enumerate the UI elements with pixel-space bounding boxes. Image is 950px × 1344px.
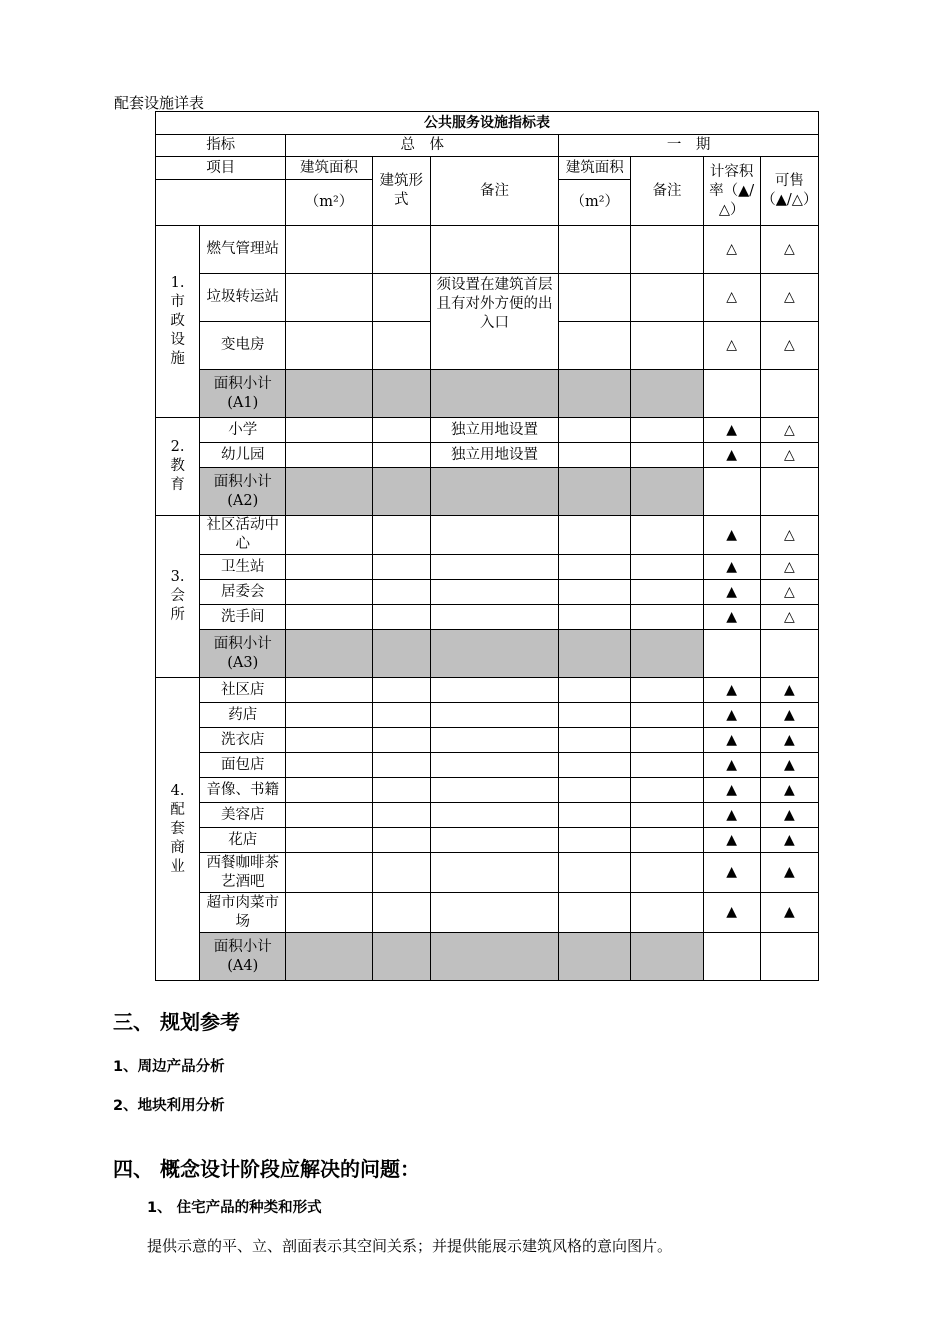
overall-gfa bbox=[286, 580, 372, 605]
phase1-remark bbox=[631, 893, 703, 933]
subtotal-cell bbox=[430, 370, 558, 418]
overall-building-form bbox=[372, 893, 430, 933]
saleable-symbol: ▲ bbox=[760, 728, 818, 753]
facility-name: 社区店 bbox=[200, 678, 286, 703]
subtotal-cell bbox=[631, 630, 703, 678]
subtotal-saleable bbox=[760, 630, 818, 678]
far-symbol: ▲ bbox=[703, 516, 760, 555]
facility-name: 居委会 bbox=[200, 580, 286, 605]
header-item: 项目 bbox=[156, 157, 286, 180]
table-row bbox=[156, 753, 819, 778]
overall-gfa bbox=[286, 803, 372, 828]
overall-remark bbox=[430, 703, 558, 728]
phase1-gfa bbox=[559, 274, 631, 322]
group-label: 2.教育 bbox=[156, 418, 200, 516]
phase1-gfa bbox=[559, 853, 631, 893]
subtotal-row bbox=[156, 370, 819, 418]
saleable-symbol: ▲ bbox=[760, 853, 818, 893]
far-symbol: ▲ bbox=[703, 605, 760, 630]
overall-gfa bbox=[286, 703, 372, 728]
overall-building-form bbox=[372, 443, 430, 468]
overall-remark bbox=[430, 226, 558, 274]
header-indicator: 指标 bbox=[156, 135, 286, 157]
phase1-gfa bbox=[559, 605, 631, 630]
overall-gfa bbox=[286, 753, 372, 778]
table-row bbox=[156, 678, 819, 703]
overall-building-form bbox=[372, 418, 430, 443]
phase1-gfa bbox=[559, 678, 631, 703]
table-row bbox=[156, 580, 819, 605]
phase1-remark bbox=[631, 274, 703, 322]
table-row bbox=[156, 728, 819, 753]
facility-name: 社区活动中心 bbox=[200, 516, 286, 555]
table-row bbox=[156, 226, 819, 274]
phase1-remark bbox=[631, 443, 703, 468]
header-phase1: 一 期 bbox=[559, 135, 819, 157]
subtotal-saleable bbox=[760, 468, 818, 516]
phase1-remark bbox=[631, 418, 703, 443]
phase1-remark bbox=[631, 322, 703, 370]
overall-building-form bbox=[372, 778, 430, 803]
far-symbol: ▲ bbox=[703, 778, 760, 803]
subtotal-far bbox=[703, 370, 760, 418]
overall-building-form bbox=[372, 605, 430, 630]
overall-gfa bbox=[286, 516, 372, 555]
subtotal-saleable bbox=[760, 370, 818, 418]
overall-building-form bbox=[372, 703, 430, 728]
facility-name: 面包店 bbox=[200, 753, 286, 778]
group-label: 4.配套商业 bbox=[156, 678, 200, 981]
subtotal-cell bbox=[631, 370, 703, 418]
subtotal-label: 面积小计(A2) bbox=[200, 468, 286, 516]
table-row bbox=[156, 853, 819, 893]
header-phase1-gfa: 建筑面积 bbox=[559, 157, 631, 180]
far-symbol: ▲ bbox=[703, 803, 760, 828]
facility-name: 药店 bbox=[200, 703, 286, 728]
phase1-gfa bbox=[559, 703, 631, 728]
phase1-gfa bbox=[559, 828, 631, 853]
header-building-form: 建筑形式 bbox=[372, 157, 430, 226]
overall-building-form bbox=[372, 580, 430, 605]
overall-building-form bbox=[372, 853, 430, 893]
subtotal-far bbox=[703, 630, 760, 678]
subtotal-cell bbox=[286, 933, 372, 981]
saleable-symbol: ▲ bbox=[760, 893, 818, 933]
overall-building-form bbox=[372, 226, 430, 274]
table-row bbox=[156, 828, 819, 853]
subtotal-cell bbox=[559, 933, 631, 981]
subtotal-cell bbox=[286, 468, 372, 516]
header-overall-unit: （m²） bbox=[286, 180, 372, 226]
saleable-symbol: △ bbox=[760, 274, 818, 322]
table-row bbox=[156, 778, 819, 803]
phase1-gfa bbox=[559, 893, 631, 933]
subtotal-cell bbox=[372, 933, 430, 981]
overall-remark: 须设置在建筑首层且有对外方便的出入口 bbox=[430, 274, 558, 370]
overall-building-form bbox=[372, 516, 430, 555]
saleable-symbol: △ bbox=[760, 516, 818, 555]
subtotal-cell bbox=[286, 370, 372, 418]
table-row bbox=[156, 274, 819, 322]
overall-building-form bbox=[372, 274, 430, 322]
phase1-remark bbox=[631, 580, 703, 605]
far-symbol: ▲ bbox=[703, 753, 760, 778]
overall-building-form bbox=[372, 828, 430, 853]
phase1-remark bbox=[631, 828, 703, 853]
subtotal-cell bbox=[631, 468, 703, 516]
group-label: 1.市政设施 bbox=[156, 226, 200, 418]
far-symbol: ▲ bbox=[703, 418, 760, 443]
facility-name: 美容店 bbox=[200, 803, 286, 828]
facility-name: 音像、书籍 bbox=[200, 778, 286, 803]
overall-gfa bbox=[286, 728, 372, 753]
facility-name: 变电房 bbox=[200, 322, 286, 370]
facility-name: 幼儿园 bbox=[200, 443, 286, 468]
section4-paragraph: 提供示意的平、立、剖面表示其空间关系；并提供能展示建筑风格的意向图片。 bbox=[147, 1237, 673, 1255]
saleable-symbol: △ bbox=[760, 580, 818, 605]
subtotal-cell bbox=[631, 933, 703, 981]
phase1-gfa bbox=[559, 778, 631, 803]
saleable-symbol: ▲ bbox=[760, 778, 818, 803]
far-symbol: ▲ bbox=[703, 678, 760, 703]
overall-building-form bbox=[372, 803, 430, 828]
facility-name: 花店 bbox=[200, 828, 286, 853]
subtotal-cell bbox=[430, 933, 558, 981]
overall-remark bbox=[430, 778, 558, 803]
section4-subheading: 1、 住宅产品的种类和形式 bbox=[147, 1200, 322, 1216]
overall-building-form bbox=[372, 678, 430, 703]
overall-gfa bbox=[286, 778, 372, 803]
overall-remark bbox=[430, 853, 558, 893]
subtotal-cell bbox=[559, 370, 631, 418]
facility-name: 卫生站 bbox=[200, 555, 286, 580]
subtotal-cell bbox=[372, 468, 430, 516]
phase1-gfa bbox=[559, 418, 631, 443]
phase1-gfa bbox=[559, 728, 631, 753]
table-row bbox=[156, 703, 819, 728]
header-overall: 总 体 bbox=[286, 135, 559, 157]
subtotal-cell bbox=[559, 468, 631, 516]
phase1-remark bbox=[631, 226, 703, 274]
section3-item-2: 2、地块利用分析 bbox=[113, 1098, 225, 1114]
facility-name: 小学 bbox=[200, 418, 286, 443]
overall-remark bbox=[430, 893, 558, 933]
header-blank bbox=[156, 180, 286, 226]
subtotal-cell bbox=[559, 630, 631, 678]
phase1-remark bbox=[631, 516, 703, 555]
table-row bbox=[156, 418, 819, 443]
table-row bbox=[156, 443, 819, 468]
subtotal-cell bbox=[372, 630, 430, 678]
phase1-remark bbox=[631, 605, 703, 630]
header-phase1-remarks: 备注 bbox=[631, 157, 703, 226]
overall-building-form bbox=[372, 322, 430, 370]
far-symbol: ▲ bbox=[703, 828, 760, 853]
overall-building-form bbox=[372, 555, 430, 580]
overall-gfa bbox=[286, 322, 372, 370]
subtotal-label: 面积小计(A4) bbox=[200, 933, 286, 981]
table-caption: 配套设施详表 bbox=[114, 94, 205, 112]
facility-name: 洗手间 bbox=[200, 605, 286, 630]
saleable-symbol: △ bbox=[760, 443, 818, 468]
subtotal-label: 面积小计(A3) bbox=[200, 630, 286, 678]
overall-remark bbox=[430, 678, 558, 703]
phase1-remark bbox=[631, 703, 703, 728]
phase1-gfa bbox=[559, 443, 631, 468]
overall-remark bbox=[430, 803, 558, 828]
overall-remark: 独立用地设置 bbox=[430, 418, 558, 443]
saleable-symbol: ▲ bbox=[760, 803, 818, 828]
phase1-gfa bbox=[559, 555, 631, 580]
saleable-symbol: ▲ bbox=[760, 703, 818, 728]
overall-remark: 独立用地设置 bbox=[430, 443, 558, 468]
far-symbol: ▲ bbox=[703, 443, 760, 468]
phase1-gfa bbox=[559, 803, 631, 828]
far-symbol: ▲ bbox=[703, 853, 760, 893]
subtotal-cell bbox=[372, 370, 430, 418]
far-symbol: △ bbox=[703, 322, 760, 370]
facility-name: 垃圾转运站 bbox=[200, 274, 286, 322]
subtotal-row bbox=[156, 468, 819, 516]
overall-gfa bbox=[286, 828, 372, 853]
section4-heading: 四、 概念设计阶段应解决的问题： bbox=[113, 1157, 420, 1181]
facility-name: 西餐咖啡茶艺酒吧 bbox=[200, 853, 286, 893]
far-symbol: ▲ bbox=[703, 893, 760, 933]
far-symbol: ▲ bbox=[703, 555, 760, 580]
phase1-gfa bbox=[559, 753, 631, 778]
overall-remark bbox=[430, 605, 558, 630]
table-title: 公共服务设施指标表 bbox=[156, 112, 819, 135]
saleable-symbol: △ bbox=[760, 226, 818, 274]
overall-remark bbox=[430, 753, 558, 778]
far-symbol: ▲ bbox=[703, 728, 760, 753]
table-row bbox=[156, 605, 819, 630]
saleable-symbol: ▲ bbox=[760, 753, 818, 778]
facility-name: 洗衣店 bbox=[200, 728, 286, 753]
table-row bbox=[156, 555, 819, 580]
phase1-remark bbox=[631, 778, 703, 803]
header-saleable: 可售 （▲/△） bbox=[760, 157, 818, 226]
phase1-remark bbox=[631, 555, 703, 580]
group-label: 3.会所 bbox=[156, 516, 200, 678]
overall-remark bbox=[430, 555, 558, 580]
overall-gfa bbox=[286, 418, 372, 443]
subtotal-row bbox=[156, 630, 819, 678]
table-row bbox=[156, 803, 819, 828]
overall-gfa bbox=[286, 678, 372, 703]
facilities-table bbox=[155, 111, 819, 981]
overall-gfa bbox=[286, 893, 372, 933]
saleable-symbol: △ bbox=[760, 605, 818, 630]
saleable-symbol: ▲ bbox=[760, 678, 818, 703]
subtotal-far bbox=[703, 468, 760, 516]
overall-gfa bbox=[286, 605, 372, 630]
overall-building-form bbox=[372, 728, 430, 753]
subtotal-cell bbox=[286, 630, 372, 678]
phase1-gfa bbox=[559, 580, 631, 605]
phase1-remark bbox=[631, 678, 703, 703]
saleable-symbol: △ bbox=[760, 555, 818, 580]
header-phase1-unit: （m²） bbox=[559, 180, 631, 226]
subtotal-saleable bbox=[760, 933, 818, 981]
overall-gfa bbox=[286, 555, 372, 580]
subtotal-cell bbox=[430, 468, 558, 516]
phase1-gfa bbox=[559, 322, 631, 370]
saleable-symbol: △ bbox=[760, 322, 818, 370]
far-symbol: ▲ bbox=[703, 580, 760, 605]
header-far: 计容积率（▲/△） bbox=[703, 157, 760, 226]
overall-remark bbox=[430, 728, 558, 753]
overall-remark bbox=[430, 580, 558, 605]
phase1-remark bbox=[631, 753, 703, 778]
phase1-remark bbox=[631, 728, 703, 753]
facility-name: 燃气管理站 bbox=[200, 226, 286, 274]
overall-gfa bbox=[286, 853, 372, 893]
subtotal-row bbox=[156, 933, 819, 981]
saleable-symbol: △ bbox=[760, 418, 818, 443]
overall-building-form bbox=[372, 753, 430, 778]
facility-name: 超市肉菜市场 bbox=[200, 893, 286, 933]
far-symbol: ▲ bbox=[703, 703, 760, 728]
section3-item-1: 1、周边产品分析 bbox=[113, 1059, 225, 1075]
overall-remark bbox=[430, 516, 558, 555]
overall-gfa bbox=[286, 274, 372, 322]
phase1-gfa bbox=[559, 226, 631, 274]
header-overall-remarks: 备注 bbox=[430, 157, 558, 226]
phase1-remark bbox=[631, 803, 703, 828]
phase1-gfa bbox=[559, 516, 631, 555]
saleable-symbol: ▲ bbox=[760, 828, 818, 853]
overall-gfa bbox=[286, 226, 372, 274]
overall-gfa bbox=[286, 443, 372, 468]
phase1-remark bbox=[631, 853, 703, 893]
far-symbol: △ bbox=[703, 274, 760, 322]
subtotal-far bbox=[703, 933, 760, 981]
far-symbol: △ bbox=[703, 226, 760, 274]
header-overall-gfa: 建筑面积 bbox=[286, 157, 372, 180]
table-row bbox=[156, 516, 819, 555]
table-row bbox=[156, 893, 819, 933]
section3-heading: 三、 规划参考 bbox=[113, 1010, 240, 1034]
overall-remark bbox=[430, 828, 558, 853]
subtotal-cell bbox=[430, 630, 558, 678]
subtotal-label: 面积小计(A1) bbox=[200, 370, 286, 418]
